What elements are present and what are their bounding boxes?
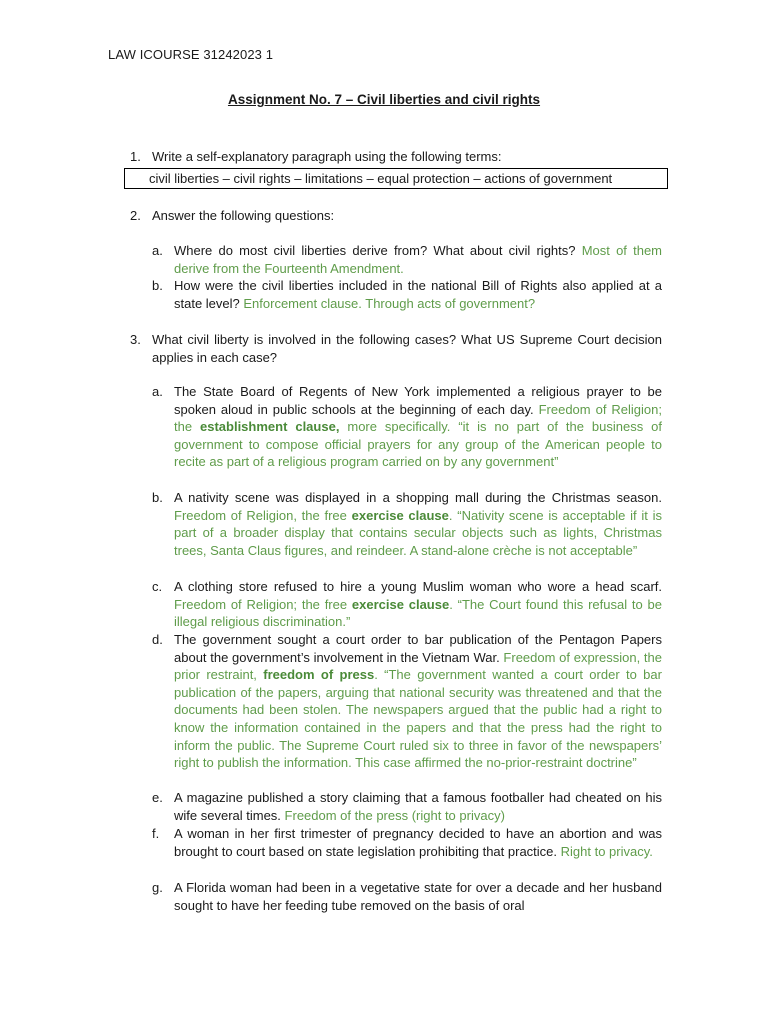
question-text: Write a self-explanatory paragraph using the following terms: [152,149,502,164]
item-question: A Florida woman had been in a vegetative state for over a decade and her husband sought to have her feeding tube removed on the basis of oral [174,880,662,913]
item-answer: Most of them derive from the Fourteenth Amendment. [174,243,663,276]
item-answer: Enforcement clause. Through acts of government? [243,295,536,311]
item-answer: Right to privacy. [560,843,653,859]
question-3b [152,489,662,559]
item-question: How were the civil liberties included in the national Bill of Rights also applied at a state level? [174,278,662,311]
question-number: 2. [130,208,141,223]
item-question: The government sought a court order to bar publication of the Pentagon Papers about the government’s involvement in the Vietnam War. [174,632,662,665]
item-question: A woman in her first trimester of pregnancy decided to have an abortion and was brought to court based on state legislation prohibiting that practice. [174,826,662,859]
item-answer: Freedom of Religion; the establishment clause, more specifically. “it is no part of the business of government to compose official prayers for any group of the American people to recite as part of a religious program carried on by any government” [174,401,662,470]
question-3g [152,879,662,914]
question-3e [152,789,662,824]
item-question: A nativity scene was displayed in a shopping mall during the Christmas season. [174,490,662,505]
item-question: A clothing store refused to hire a young Muslim woman who wore a head scarf. [174,579,662,594]
item-letter: a. [152,243,163,258]
question-3c [152,578,662,631]
item-question: A magazine published a story claiming that a famous footballer had cheated on his wife several times. [174,790,662,823]
question-text: What civil liberty is involved in the following cases? What US Supreme Court decision applies in each case? [152,332,662,365]
answer-keyword: freedom of press [263,667,375,683]
question-number: 1. [130,149,141,164]
item-letter: c. [152,579,163,594]
item-answer: Freedom of Religion; the free exercise clause. “The Court found this refusal to be illegal religious discrimination.” [174,596,662,630]
terms-text: civil liberties – civil rights – limitations – equal protection – actions of government [149,171,613,186]
item-letter: e. [152,790,163,805]
question-text: Answer the following questions: [152,208,335,223]
question-3a [152,383,662,471]
question-3 [130,331,662,366]
item-letter: b. [152,278,163,293]
question-2 [130,207,662,225]
assignment-title: Assignment No. 7 – Civil liberties and civil rights [227,92,541,107]
item-answer: Freedom of Religion, the free exercise clause. “Nativity scene is acceptable if it is part of a broader display that contains secular objects such as lights, Christmas trees, Santa Claus figures, and reindeer. A stand-alone crèche is not acceptable” [174,507,662,558]
item-question: The State Board of Regents of New York implemented a religious prayer to be spoken aloud in public schools at the beginning of each day. [174,384,662,417]
question-3f [152,825,662,860]
item-letter: b. [152,490,163,505]
item-letter: f. [152,826,160,841]
answer-keyword: exercise clause [351,507,449,523]
question-number: 3. [130,332,141,347]
item-answer: Freedom of expression, the prior restraint, freedom of press. “The government wanted a court order to bar publication of the papers, arguing that national security was threatened and that the documents had been stolen. The newspapers argued that the public had a right to know the information contained in the papers and that the press had the right to inform the public. The Supreme Court ruled six to three in favor of the newspapers’ right to publish the information. This case affirmed the no-prior-restraint doctrine” [174,649,662,771]
question-1 [130,148,662,166]
item-answer: Freedom of the press (right to privacy) [284,807,505,823]
document-header: LAW ICOURSE 31242023 1 [108,47,274,62]
question-2b [152,277,662,312]
terms-box [124,168,668,189]
question-2a [152,242,662,277]
item-question: Where do most civil liberties derive from? What about civil rights? [174,243,582,258]
item-letter: d. [152,632,163,647]
item-letter: g. [152,880,163,895]
answer-keyword: establishment clause, [200,419,340,435]
item-letter: a. [152,384,163,399]
question-3d [152,631,662,772]
answer-keyword: exercise clause [351,596,450,612]
